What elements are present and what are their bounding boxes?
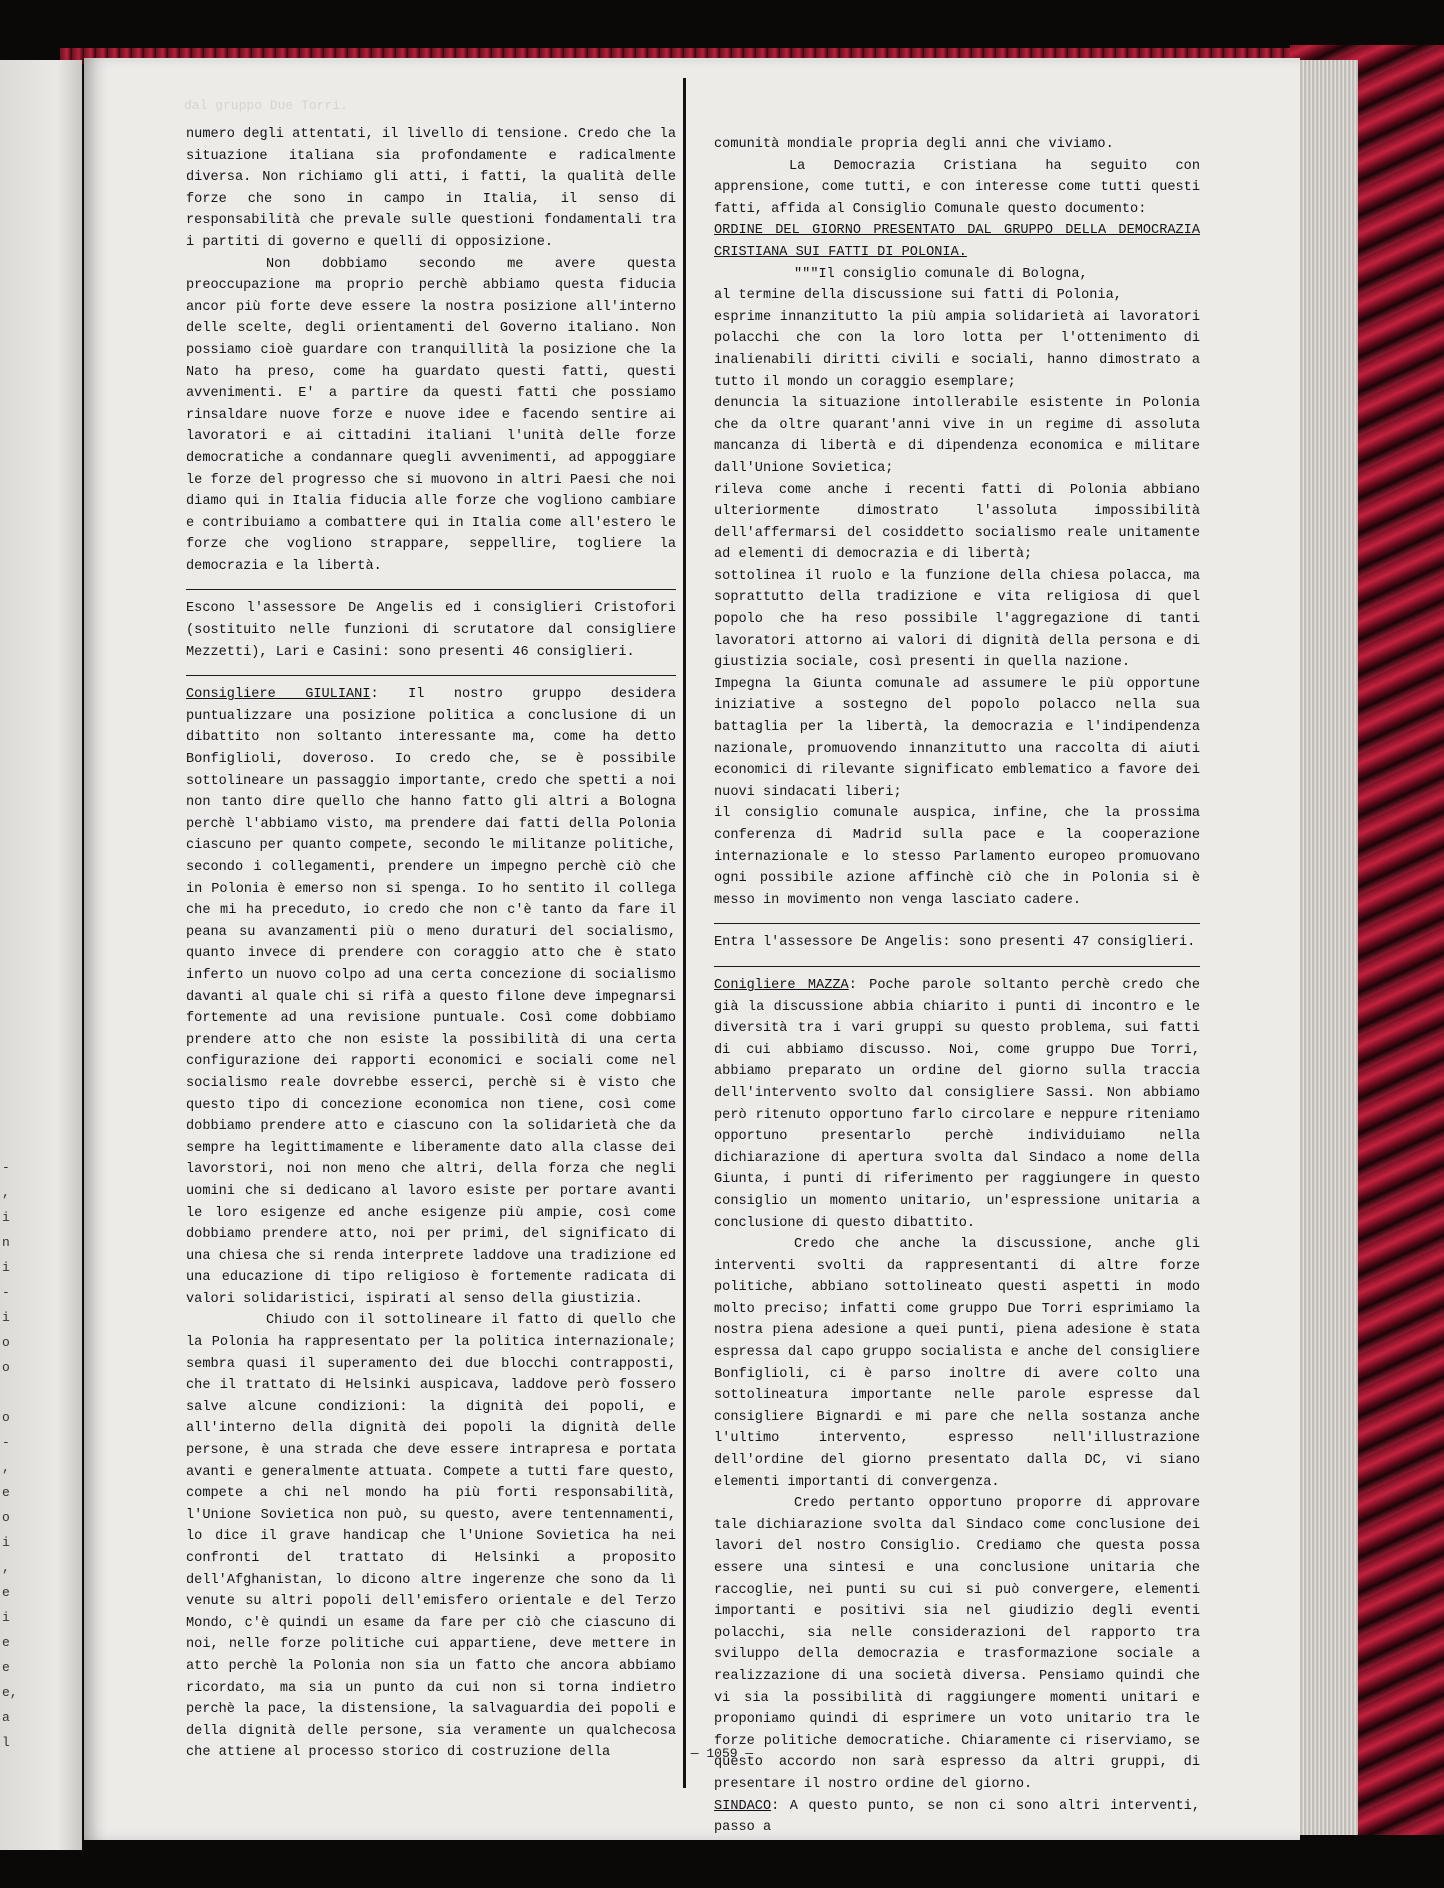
paragraph: Non dobbiamo secondo me avere questa preoccupazione ma proprio perchè abbiamo questa fiducia ancor più forte deve essere la nostra posizione all'interno delle scelte, degli orientamenti del Governo italiano. Non possiamo cioè guardare con tranquillità la posizione che la Nato ha preso, come ha guardato questi fatti, questi avvenimenti. E' a partire da questi fatti che possiamo rinsaldare nuove forze e nuove idee e facendo sentire ai lavoratori e ai cittadini italiani l'unità delle forze democratiche a condannare quegli avvenimenti, ad appoggiare le forze del progresso che si muovono in altri Paesi che noi diamo qui in Italia fiducia alle forze che vogliono cambiare e contribuiamo a combattere qui in Italia come all'estero le forze che vogliono strappare, seppellire, togliere la democrazia e la libertà. — [186, 256, 676, 574]
margin-fragment: , — [2, 1560, 10, 1575]
order-line: il consiglio comunale auspica, infine, che la prossima conferenza di Madrid sulla pace e la cooperazione internazionale e lo stesso Parlamento europeo promuovano ogni possibile azione affinchè ciò che in Polonia si è messo in movimento non venga lasciato cadere. — [714, 806, 1200, 908]
margin-fragment: o — [2, 1335, 10, 1350]
margin-fragment: e — [2, 1585, 10, 1600]
section-rule — [186, 675, 676, 676]
previous-page-edge — [0, 60, 82, 1850]
speaker-name: Consigliere GIULIANI — [186, 687, 371, 703]
margin-fragment: o — [2, 1510, 10, 1525]
margin-fragment: i — [2, 1610, 10, 1625]
order-line: al termine della discussione sui fatti di Polonia, — [714, 288, 1122, 304]
speaker-name: Conigliere MAZZA — [714, 977, 849, 993]
margin-fragment: , — [2, 1460, 10, 1475]
margin-fragment: - — [2, 1435, 10, 1450]
margin-fragment: , — [2, 1185, 10, 1200]
margin-fragment — [2, 1380, 22, 1405]
section-rule — [714, 923, 1200, 924]
speech-sindaco — [714, 1796, 1200, 1839]
paragraph: comunità mondiale propria degli anni che viviamo. — [714, 137, 1114, 152]
order-line: sottolinea il ruolo e la funzione della chiesa polacca, ma soprattutto della tradizione e vita religiosa di quel popolo che ha reso possibile l'aggregazione di tanti lavoratori attorno ai valori di dignità della persona e di giustizia sociale, così presenti in quella nazione. — [714, 568, 1200, 671]
column-divider — [683, 78, 686, 1788]
margin-fragment: n — [2, 1235, 10, 1250]
margin-fragment: i — [2, 1210, 10, 1225]
show-through-text: dal gruppo Due Torri. — [184, 98, 348, 113]
speech-text: : Poche parole soltanto perchè credo che già la discussione abbia chiarito i punti di incontro e le diversità tra i vari gruppi su questo problema, sui fatti di cui abbiamo discusso. Noi, come gruppo Due Torri, abbiamo preparato un ordine del giorno sulla traccia dell'intervento svolto dal consigliere Sassi. Non abbiamo però ritenuto opportuno farlo circolare e neppure riteniamo opportuno presentarlo perchè individuiamo nella dichiarazione di apertura svolta dal Sindaco a nome della Giunta, i punti di riferimento per raggiungere in questo consiglio un momento unitario, un'espressione unitaria a conclusione di questo dibattito. — [714, 977, 1200, 1231]
margin-fragment: a — [2, 1710, 10, 1725]
paragraph: Credo che anche la discussione, anche gli interventi svolti da rappresentanti di altre forze politiche, abbiano sottolineato questi aspetti in modo molto preciso; infatti come gruppo Due Torri esprimiamo la nostra piena adesione a quei punti, piena adesione è stata espressa dal capo gruppo socialista e anche del consigliere Bonfiglioli, ci è parso inoltre di avere colto una sottolineatura importante nelle parole espresse dal consigliere Bignardi e mi pare che nella sostanza anche l'ultimo intervento, espresso nell'illustrazione dell'ordine del giorno presentato dalla DC, vi siano elementi importanti di convergenza. — [714, 1237, 1200, 1490]
order-line: rileva come anche i recenti fatti di Polonia abbiano ulteriormente dimostrato l'assoluta impossibilità dell'affermarsi del cosiddetto socialismo reale unitamente ad elementi di democrazia e di libertà; — [714, 482, 1200, 563]
right-column — [714, 134, 1200, 1839]
margin-fragment: l — [2, 1735, 10, 1750]
margin-fragment: - — [2, 1160, 10, 1175]
margin-fragment: i — [2, 1260, 10, 1275]
previous-page-margin-text — [2, 1155, 22, 1755]
section-rule — [186, 589, 676, 590]
margin-fragment: e — [2, 1485, 10, 1500]
left-column — [186, 124, 676, 1764]
speaker-name: SINDACO — [714, 1798, 772, 1814]
paragraph: Credo pertanto opportuno proporre di approvare tale dichiarazione svolta dal Sindaco come conclusione dei lavori del nostro Consiglio. Crediamo che questa possa essere una sintesi e una conclusione unitaria che raccoglie, nei punti su cui si può convergere, elementi importanti e positivi sia nel giudizio degli eventi polacchi, sia nelle considerazioni del rapporto tra sviluppo della democrazia e trasformazione sociale a realizzazione di una società diversa. Pensiamo quindi che vi sia la possibilità di raggiungere momenti unitari e proponiamo quindi di esprimere un voto unitario tra le forze politiche democratiche. Chiaramente ci riserviamo, se questo accordo non sarà espresso da altri gruppi, di presentare il nostro ordine del giorno. — [714, 1496, 1200, 1792]
margin-fragment: - — [2, 1285, 10, 1300]
margin-fragment: o — [2, 1410, 10, 1425]
order-line: """Il consiglio comunale di Bologna, — [794, 266, 1088, 282]
paragraph: numero degli attentati, il livello di tensione. Credo che la situazione italiana sia profondamente e radicalmente diversa. Non richiamo gli atti, i fatti, la qualità delle forze che sono in campo in Italia, il senso di responsabilità che prevale sulle questioni fondamentali tra i partiti di governo e quelli di opposizione. — [186, 127, 676, 250]
margin-fragment: o — [2, 1360, 10, 1375]
paragraph: La Democrazia Cristiana ha seguito con apprensione, come tutti, e con interesse come tutti questi fatti, affida al Consiglio Comunale questo documento: — [714, 158, 1200, 217]
paragraph: Chiudo con il sottolineare il fatto di quello che la Polonia ha rappresentato per la politica internazionale; sembra quasi il superamento dei due blocchi contrapposti, che il trattato di Helsinki auspicava, laddove però fossero salve alcune condizioni: la dignità dei popoli, e all'interno della dignità dei popoli la dignità delle persone, è una strada che deve essere intrapresa e portata avanti e generalmente attuata. Compete a tutti fare questo, compete a chi nel mondo ha più forti responsabilità, l'Unione Sovietica non può, su questo, avere tentennamenti, lo dice il grave handicap che l'Unione Sovietica ha nei confronti del trattato di Helsinki a proposito dell'Afghanistan, lo dicono altre ingerenze che sono da lì venute su altri popoli dell'emisfero orientale e del Terzo Mondo, c'è quindi un esame da fare per ciò che ciascuno di noi, nelle forze politiche cui appartiene, deve mettere in atto perchè la Polonia non sia un fatto che ancora abbiamo ricordato, ma sia un punto da cui non si torna indietro perchè la pace, la distensione, la salvaguardia dei popoli e della dignità delle persone, sia veramente un qualchecosa che attiene al processo storico di costruzione della — [186, 1313, 676, 1761]
speech-giuliani — [186, 684, 676, 1310]
order-line: esprime innanzitutto la più ampia solidarietà ai lavoratori polacchi che con la loro lotta per l'ottenimento di inalienabili diritti civili e sociali, hanno dimostrato a tutto il mondo un coraggio esemplare; — [714, 309, 1200, 390]
margin-fragment: e, — [2, 1685, 18, 1700]
page-stack-edges — [1290, 60, 1358, 1835]
speech-text: : A questo punto, se non ci sono altri interventi, passo a — [714, 1798, 1200, 1836]
speech-text: : Il nostro gruppo desidera puntualizzare una posizione politica a conclusione di un dibattito non soltanto interessante ma, come ha detto Bonfiglioli, doveroso. Io credo che, se è possibile sottolineare un passaggio importante, credo che spetti a noi non tanto dire quello che hanno fatto gli altri a Bologna perchè l'abbiamo visto, ma prendere dai fatti della Polonia ciascuno per quanto compete, secondo le militanze politiche, secondo i collegamenti, prendere un impegno perchè ciò che in Polonia è emerso non si spenga. Io ho sentito il collega che mi ha preceduto, io credo che non c'è tanto da fare il peana su avanzamenti più o meno duraturi del socialismo, quanto invece di prendere con coraggio atto che è stato inferto un nuovo colpo ad una certa concezione di socialismo davanti al quale chi si rifà a questo filone deve impegnarsi fortemente ad una revisione puntuale. Così come dobbiamo prendere atto che non esiste la possibilità di una certa configurazione dei rapporti economici e sociali come nel socialismo reale dovrebbe esserci, perchè si è visto che questo tipo di concezione economica non tiene, così come dobbiamo prendere atto e ciascuno con la solidarietà che da sempre ha legittimamente e liberamente dato alla classe dei lavorstori, noi non meno che altri, della forza che negli uomini che si dedicano al lavoro esiste per portare avanti le loro esigenze ed anche esigenze più ampie, così come dobbiamo prendere atto, noi per primi, del significato di una chiesa che si renda interprete laddove una tradizione ed una educazione di tipo religioso è fortemente radicata di valori solidaristici, ispirati al senso della giustizia. — [186, 687, 676, 1307]
order-line: Impegna la Giunta comunale ad assumere le più opportune iniziative a sostegno del popolo polacco nella sua battaglia per la libertà, la democrazia e l'indipendenza nazionale, promuovendo innanzitutto una raccolta di aiuti economici di rilevante significato emblematico a favore dei nuovi sindacati liberi; — [714, 676, 1200, 800]
page-number: — 1059 — — [690, 1746, 754, 1761]
speech-mazza — [714, 975, 1200, 1234]
attendance-notice: Escono l'assessore De Angelis ed i consiglieri Cristofori (sostituito nelle funzioni di scrutatore dal consigliere Mezzetti), Lari e Casini: sono presenti 46 consiglieri. — [186, 601, 676, 660]
margin-fragment: i — [2, 1310, 10, 1325]
order-line: denuncia la situazione intollerabile esistente in Polonia che da oltre quarant'anni vive in un regime di assoluta mancanza di libertà e di dipendenza economica e militare dall'Unione Sovietica; — [714, 396, 1200, 476]
order-of-day-title: ORDINE DEL GIORNO PRESENTATO DAL GRUPPO DELLA DEMOCRAZIA CRISTIANA SUI FATTI DI POLONIA. — [714, 223, 1200, 260]
attendance-notice: Entra l'assessore De Angelis: sono presenti 47 consiglieri. — [714, 935, 1196, 951]
margin-fragment: e — [2, 1660, 10, 1675]
margin-fragment: i — [2, 1535, 10, 1550]
margin-fragment: e — [2, 1635, 10, 1650]
section-rule — [714, 966, 1200, 967]
